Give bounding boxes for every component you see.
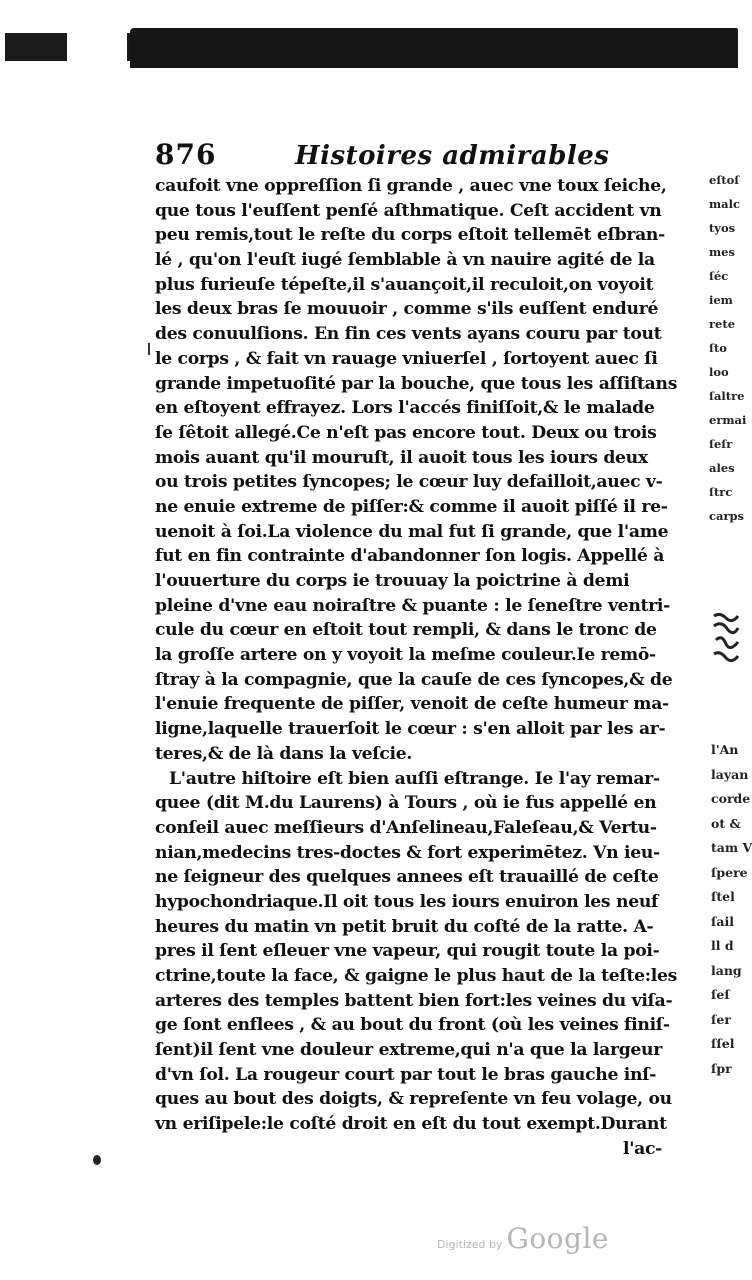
facing-fragment: ſeſr xyxy=(709,437,733,451)
scanner-edge-strip xyxy=(130,28,738,68)
facing-fragment: ſaltre xyxy=(709,389,745,403)
google-logo: Google xyxy=(506,1222,609,1255)
text-line: pres il ſent eſleuer vne vapeur, qui rougit toute la poi- xyxy=(155,941,660,962)
text-line: pleine d'vne eau noiraſtre & puante : le ſeneſtre ventri- xyxy=(155,595,670,616)
text-line: ſtray à la compagnie, que la cauſe de ces ſyncopes,& de xyxy=(155,669,673,690)
text-line: plus furieuſe tépeſte,il s'auançoit,il reculoit,on voyoit xyxy=(155,274,654,295)
facing-fragment: ll d xyxy=(711,938,734,953)
text-line: conſeil auec meſſieurs d'Anſelineau,Faleſeau,& Vertu- xyxy=(155,817,657,838)
facing-fragment: lang xyxy=(711,962,742,978)
text-line: nian,medecins tres-doctes & fort experimētez. Vn ieu- xyxy=(155,842,660,863)
text-line: en eſtoyent effrayez. Lors l'accés finiſſoit,& le malade xyxy=(155,398,655,419)
google-watermark xyxy=(437,1222,609,1255)
facing-fragment: ſtrc xyxy=(709,485,733,499)
text-line: ſe ſêtoit allegé.Ce n'eſt pas encore tout. Deux ou trois xyxy=(155,422,657,443)
facing-fragment: tyos xyxy=(709,221,736,235)
text-line: que tous l'euſſent penſé aſthmatique. Ceſt accident vn xyxy=(155,200,662,221)
facing-fragment: corde xyxy=(711,791,751,806)
text-line: ques au bout des doigts, & repreſente vn feu volage, ou xyxy=(155,1089,672,1110)
facing-fragment: ſto xyxy=(709,341,727,355)
text-line: quee (dit M.du Laurens) à Tours , où ie fus appellé en xyxy=(155,793,657,814)
text-line: uenoit à ſoi.La violence du mal fut ſi grande, que l'ame xyxy=(155,521,669,542)
margin-mark xyxy=(148,343,150,355)
catchword: l'ac- xyxy=(622,1138,662,1159)
digitized-by-label: Digitized by xyxy=(437,1238,503,1251)
text-line: ligne,laquelle trauerſoit le cœur : s'en alloit par les ar- xyxy=(155,719,666,740)
text-line: arteres des temples battent bien fort:les veines du viſa- xyxy=(155,990,673,1011)
text-line: ne enuie extreme de piſſer:& comme il auoit piſſé il re- xyxy=(155,496,668,517)
text-line: ou trois petites ſyncopes; le cœur luy defailloit,auec v- xyxy=(155,472,663,493)
facing-fragment: tam V xyxy=(711,840,752,855)
book-page xyxy=(155,138,682,1162)
ornament-icon xyxy=(712,610,740,666)
text-line: la groſſe artere on y voyoit la meſme couleur.Ie remō- xyxy=(155,645,656,666)
page-number: 876 xyxy=(155,138,217,171)
facing-fragment: l'An xyxy=(711,742,739,757)
facing-fragment: rete xyxy=(709,317,736,331)
facing-page-fragment-bottom xyxy=(711,738,752,1081)
running-title: Histoires admirables xyxy=(295,141,610,171)
running-head xyxy=(155,138,682,174)
facing-fragment: eſtoſ xyxy=(709,173,740,187)
text-line: teres,& de là dans la veſcie. xyxy=(155,743,413,764)
facing-fragment: ſer xyxy=(711,1011,731,1027)
text-line: grande impetuoſité par la bouche, que tous les aſſiſtans xyxy=(155,373,678,394)
paragraph-start-line: L'autre hiſtoire eſt bien auſſi eſtrange. Ie l'ay remar- xyxy=(169,768,660,789)
text-line: vn eriſipele:le coſté droit en eſt du tout exempt.Durant xyxy=(155,1114,667,1135)
facing-fragment: carps xyxy=(709,509,745,523)
facing-fragment: ſpr xyxy=(711,1060,732,1076)
text-line: d'vn ſol. La rougeur court par tout le bras gauche inſ- xyxy=(155,1064,657,1085)
ink-spot xyxy=(93,1155,101,1165)
facing-fragment: ot & xyxy=(711,815,741,831)
text-line: lé , qu'on l'euſt iugé ſemblable à vn nauire agité de la xyxy=(155,250,655,271)
facing-fragment: ermai xyxy=(709,413,747,427)
text-line: mois auant qu'il mouruſt, il auoit tous les iours deux xyxy=(155,447,648,468)
text-line: l'enuie frequente de piſſer, venoit de ceſte humeur ma- xyxy=(155,694,669,715)
facing-fragment: ſtel xyxy=(711,889,735,904)
facing-fragment: ſpere xyxy=(711,864,748,880)
text-line: ſent)il ſent vne douleur extreme,qui n'a que la largeur xyxy=(155,1040,662,1061)
text-line: l'ouuerture du corps ie trouuay la poictrine à demi xyxy=(155,571,630,591)
facing-fragment: ſéc xyxy=(709,269,729,283)
text-line: ge ſont enflees , & au bout du front (où les veines finiſ- xyxy=(155,1015,670,1036)
facing-fragment: ſſel xyxy=(711,1036,735,1051)
text-line: heures du matin vn petit bruit du coſté de la ratte. A- xyxy=(155,916,654,937)
text-line: des conuulſions. En fin ces vents ayans couru par tout xyxy=(155,324,662,345)
text-line: cule du cœur en eſtoit tout rempli, & dans le tronc de xyxy=(155,620,657,641)
text-line: peu remis,tout le reſte du corps eſtoit tellemēt eſbran- xyxy=(155,225,665,246)
facing-fragment: ſail xyxy=(711,913,734,929)
facing-fragment: iem xyxy=(709,293,733,307)
facing-fragment: layan xyxy=(711,766,749,782)
facing-fragment: mes xyxy=(709,245,735,259)
body-text xyxy=(155,174,682,1162)
facing-fragment: ales xyxy=(709,461,735,475)
text-line: hypochondriaque.Il oit tous les iours enuiron les neuf xyxy=(155,891,659,912)
text-line: ctrine,toute la face, & gaigne le plus haut de la teſte:les xyxy=(155,966,678,986)
facing-fragment: loo xyxy=(709,365,729,379)
text-line: les deux bras ſe mouuoir , comme s'ils euſſent enduré xyxy=(155,299,659,320)
facing-fragment: malc xyxy=(709,197,740,211)
facing-page-fragment-top xyxy=(709,168,747,528)
text-line: fut en fin contrainte d'abandonner ſon logis. Appellé à xyxy=(155,546,665,567)
text-line: le corps , & fait vn rauage vniuerſel , ſortoyent auec ſi xyxy=(155,348,658,369)
text-line: caufoit vne oppreſſion ſi grande , auec vne toux ſeiche, xyxy=(155,176,667,196)
facing-fragment: ſeſ xyxy=(711,987,730,1002)
text-line: ne ſeigneur des quelques annees eſt trauaillé de ceſte xyxy=(155,867,659,888)
